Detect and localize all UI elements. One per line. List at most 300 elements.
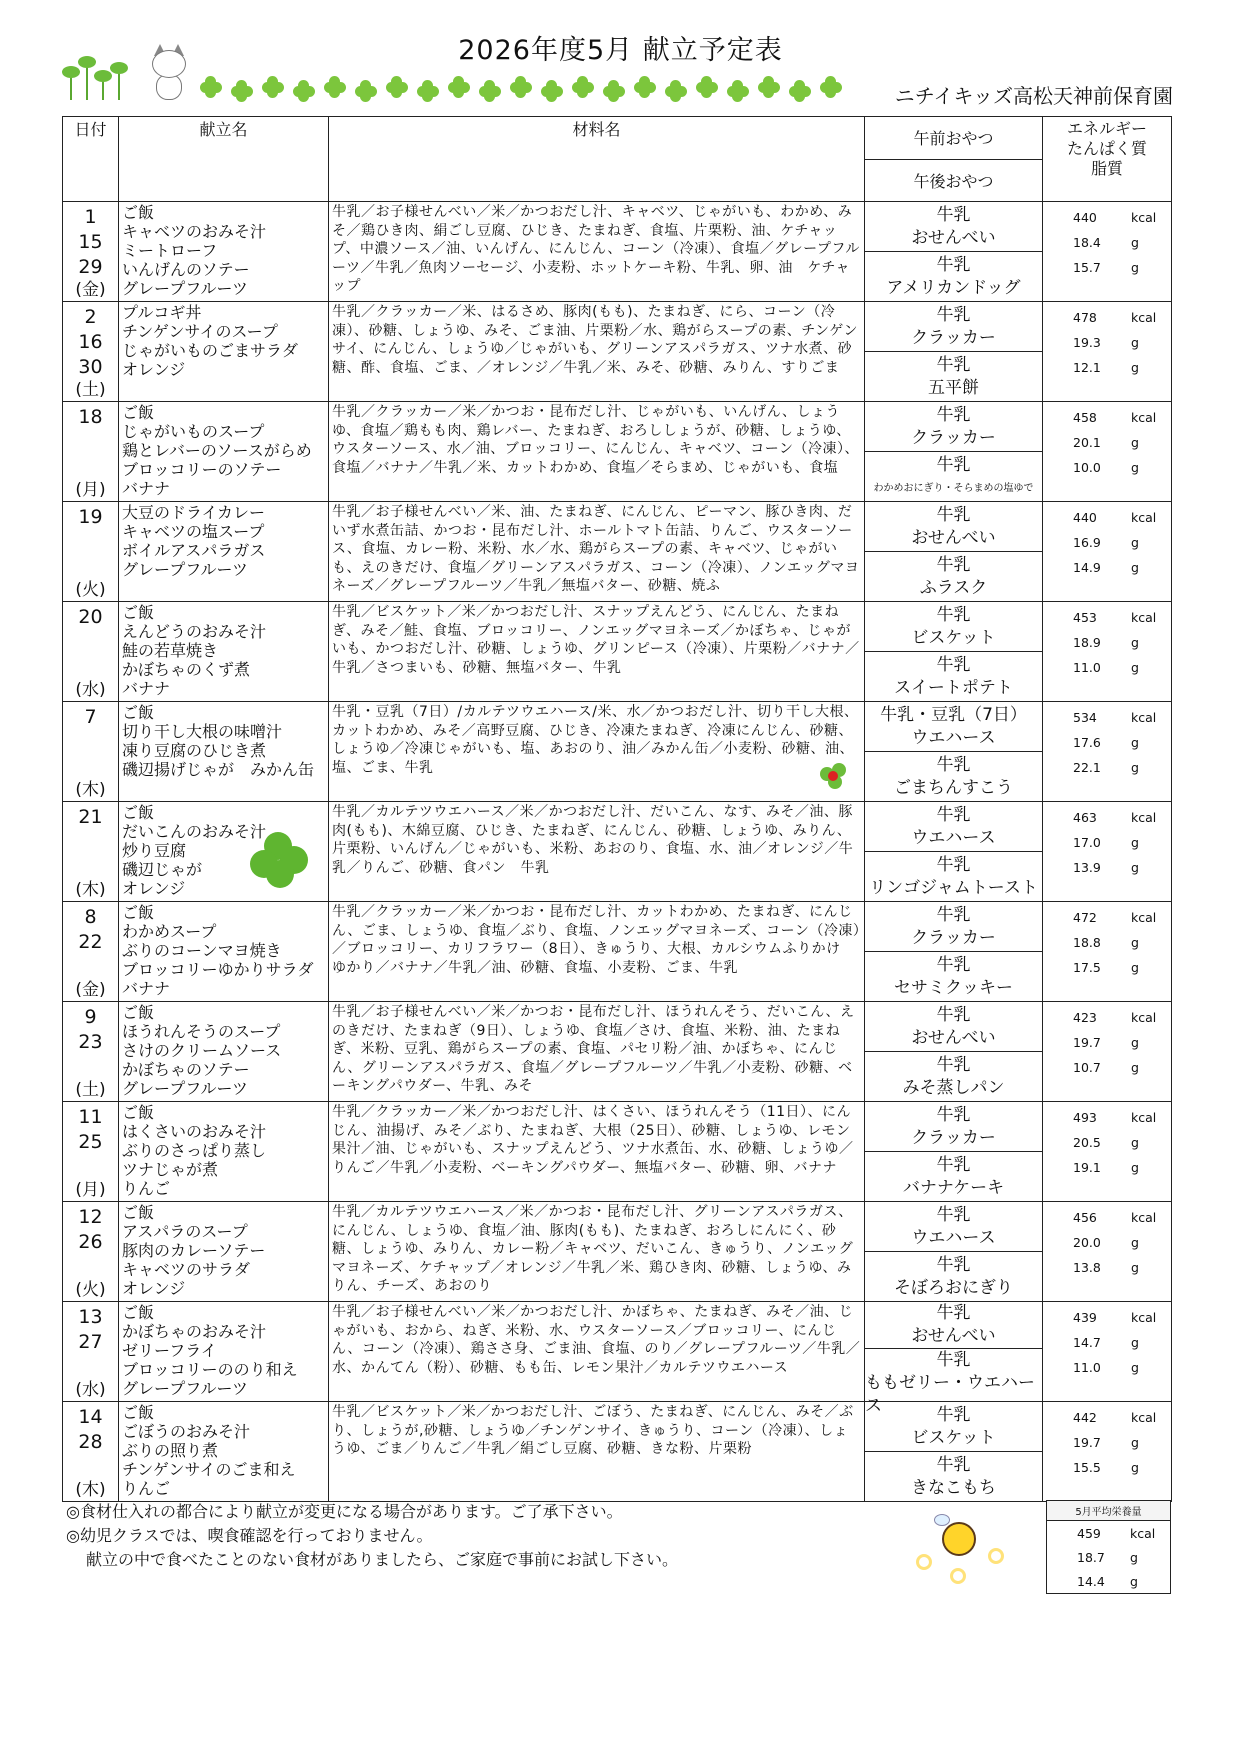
unit-g: g bbox=[1131, 1260, 1139, 1275]
note-2: ◎幼児クラスでは、喫食確認を行っておりません。 bbox=[66, 1526, 433, 1545]
unit-kcal: kcal bbox=[1131, 210, 1157, 225]
pm-snack-item: 五平餅 bbox=[928, 377, 979, 398]
clover-icon bbox=[789, 80, 811, 102]
dish-name: チンゲンサイのスープ bbox=[122, 322, 278, 341]
am-snack-drink: 牛乳・豆乳（7日） bbox=[880, 704, 1027, 725]
unit-g: g bbox=[1131, 360, 1139, 375]
nutrition-cell bbox=[1043, 502, 1172, 602]
ingredients-cell: 牛乳／クラッカー／米／かつおだし汁、はくさい、ほうれんそう（11日）、にんじん、油揚げ、みそ／ぶり、たまねぎ、大根（25日）、砂糖、しょうゆ、レモン果汁／油、じゃがいも、スナップえんどう、ツナ水煮缶、水、砂糖、しょうゆ／りんご／牛乳／小麦粉、ベーキングパウダー、無塩バター、砂糖、卵、バナナ bbox=[329, 1102, 865, 1202]
snack-cell bbox=[865, 802, 1043, 902]
table-row bbox=[63, 802, 1172, 902]
header-fat: 脂質 bbox=[1090, 159, 1123, 178]
ladybug-icon bbox=[820, 763, 848, 791]
date-number: 9 bbox=[84, 1006, 97, 1028]
clover-icon bbox=[727, 80, 749, 102]
date-cell bbox=[63, 602, 119, 702]
note-3: 献立の中で食べたことのない食材がありましたら、ご家庭で事前にお試し下さい。 bbox=[86, 1550, 679, 1569]
dish-name: キャベツのおみそ汁 bbox=[122, 222, 267, 241]
am-snack-item: クラッカー bbox=[911, 1127, 996, 1148]
menu-cell bbox=[119, 1302, 329, 1402]
dish-name: りんご bbox=[122, 1179, 171, 1198]
bee-icon bbox=[914, 1514, 1010, 1584]
fat-value: 11.0 bbox=[1073, 1360, 1101, 1375]
header-energy: エネルギー bbox=[1066, 119, 1147, 138]
date-number: 15 bbox=[78, 231, 103, 253]
am-snack bbox=[865, 502, 1042, 552]
dish-name: ご飯 bbox=[122, 1103, 155, 1122]
dish-name: ご飯 bbox=[122, 203, 155, 222]
unit-kcal: kcal bbox=[1131, 1110, 1157, 1125]
protein-value: 19.7 bbox=[1073, 1035, 1101, 1050]
date-cell bbox=[63, 202, 119, 302]
clover-icon bbox=[250, 832, 330, 894]
pm-snack-drink: 牛乳 bbox=[936, 254, 971, 275]
dish-name: 切り干し大根の味噌汁 bbox=[122, 722, 283, 741]
pm-snack-item: バナナケーキ bbox=[902, 1177, 1005, 1198]
unit-g: g bbox=[1131, 560, 1139, 575]
dish-name: グレープフルーツ bbox=[122, 1079, 248, 1098]
unit-kcal: kcal bbox=[1131, 810, 1157, 825]
unit-g: g bbox=[1131, 1435, 1139, 1450]
dish-name: 磯辺じゃが bbox=[122, 860, 203, 879]
am-snack-drink: 牛乳 bbox=[936, 1004, 971, 1025]
header-nutrition bbox=[1043, 117, 1172, 202]
date-cell bbox=[63, 702, 119, 802]
date-number: 20 bbox=[78, 606, 103, 628]
weekday: (月) bbox=[75, 1180, 106, 1200]
date-cell bbox=[63, 302, 119, 402]
energy-value: 442 bbox=[1073, 1410, 1097, 1425]
menu-cell bbox=[119, 1102, 329, 1202]
am-snack-drink: 牛乳 bbox=[936, 1204, 971, 1225]
header-date: 日付 bbox=[63, 117, 119, 202]
fat-value: 14.9 bbox=[1073, 560, 1101, 575]
energy-value: 493 bbox=[1073, 1110, 1097, 1125]
dish-name: グレープフルーツ bbox=[122, 560, 248, 579]
nutrition-cell bbox=[1043, 1402, 1172, 1502]
ingredients-cell: 牛乳／お子様せんべい／米、油、たまねぎ、にんじん、ピーマン、豚ひき肉、だいず水煮缶詰、かつお・昆布だし汁、ホールトマト缶詰、りんご、ウスターソース、食塩、カレー粉、米粉、水／水、鶏がらスープの素、キャベツ、じゃがいも、えのきだけ、食塩／グリーンアスパラガス、コーン（冷凍）、ノンエッグマヨネーズ／グレープフルーツ／牛乳／無塩バター、砂糖、焼ふ bbox=[329, 502, 865, 602]
ingredients-cell: 牛乳／お子様せんべい／米／かつおだし汁、かぼちゃ、たまねぎ、みそ／油、じゃがいも、おから、ねぎ、米粉、水、ウスターソース／ブロッコリー、にんじん、コーン（冷凍）、鶏ささ身、ごま油、食塩、のり／グレープフルーツ／牛乳／水、かんてん（粉）、砂糖、もも缶、レモン果汁／カルテツウエハース bbox=[329, 1302, 865, 1402]
nutrition-cell bbox=[1043, 1302, 1172, 1402]
am-snack-drink: 牛乳 bbox=[936, 1303, 971, 1323]
dish-name: バナナ bbox=[122, 979, 171, 998]
unit-g: g bbox=[1131, 960, 1139, 975]
protein-value: 18.4 bbox=[1073, 235, 1101, 250]
snack-cell bbox=[865, 1302, 1043, 1416]
dish-name: プルコギ丼 bbox=[122, 303, 202, 322]
menu-cell bbox=[119, 902, 329, 1002]
fat-value: 10.0 bbox=[1073, 460, 1101, 475]
page-title: 2026年度5月 献立予定表 bbox=[458, 35, 783, 66]
dish-name: ゼリーフライ bbox=[122, 1341, 217, 1360]
date-number: 29 bbox=[78, 256, 103, 278]
unit-kcal: kcal bbox=[1130, 1525, 1156, 1541]
weekday: (土) bbox=[75, 1080, 106, 1100]
protein-value: 19.7 bbox=[1073, 1435, 1101, 1450]
unit-g: g bbox=[1131, 735, 1139, 750]
clover-icon bbox=[293, 80, 315, 102]
dish-name: オレンジ bbox=[122, 1279, 186, 1298]
date-cell bbox=[63, 1002, 119, 1102]
dish-name: ご飯 bbox=[122, 603, 155, 622]
pm-snack-item: リンゴジャムトースト bbox=[869, 877, 1038, 898]
date-number: 18 bbox=[78, 406, 103, 428]
ingredients-cell: 牛乳／ビスケット／米／かつおだし汁、ごぼう、たまねぎ、にんじん、みそ／ぶり、しょうが,砂糖、しょうゆ／チンゲンサイ、きゅうり、コーン（冷凍）、しょうゆ、ごま／りんご／牛乳／絹ごし豆腐、砂糖、きな粉、片栗粉 bbox=[329, 1402, 865, 1502]
unit-g: g bbox=[1131, 1035, 1139, 1050]
pm-snack bbox=[865, 552, 1042, 601]
energy-value: 463 bbox=[1073, 810, 1097, 825]
unit-g: g bbox=[1131, 660, 1139, 675]
pm-snack-item: アメリカンドッグ bbox=[886, 277, 1021, 298]
date-number: 11 bbox=[78, 1106, 103, 1128]
average-protein: 18.7 bbox=[1077, 1549, 1105, 1565]
date-cell bbox=[63, 1202, 119, 1302]
snack-cell bbox=[865, 1002, 1043, 1102]
pm-snack-item: そぼろおにぎり bbox=[894, 1277, 1013, 1298]
snack-cell bbox=[865, 902, 1043, 1002]
unit-kcal: kcal bbox=[1131, 910, 1157, 925]
am-snack bbox=[865, 1302, 1042, 1349]
pm-snack-drink: 牛乳 bbox=[936, 454, 971, 475]
pm-snack bbox=[865, 1452, 1042, 1501]
ingredients-cell: 牛乳／ビスケット／米／かつおだし汁、スナップえんどう、にんじん、たまねぎ、みそ／鮭、食塩、ブロッコリー、ノンエッグマヨネーズ／かぼちゃ、じゃがいも、かつおだし汁、砂糖、しょうゆ、グリンピース（冷凍）、片栗粉／バナナ／牛乳／さつまいも、砂糖、無塩バター、牛乳 bbox=[329, 602, 865, 702]
clover-icon bbox=[448, 76, 470, 98]
am-snack bbox=[865, 202, 1042, 252]
menu-table bbox=[62, 116, 1172, 1502]
dish-name: ご飯 bbox=[122, 1003, 155, 1022]
unit-kcal: kcal bbox=[1131, 510, 1157, 525]
clover-icon bbox=[510, 76, 532, 98]
pm-snack-item: ももゼリー・ウエハース bbox=[865, 1373, 1035, 1416]
clover-icon bbox=[572, 76, 594, 98]
weekday: (木) bbox=[75, 1480, 106, 1500]
protein-value: 14.7 bbox=[1073, 1335, 1101, 1350]
clover-icon bbox=[355, 80, 377, 102]
dish-name: 大豆のドライカレー bbox=[122, 503, 266, 522]
weekday: (金) bbox=[75, 280, 106, 300]
fat-value: 15.7 bbox=[1073, 260, 1101, 275]
menu-cell bbox=[119, 502, 329, 602]
dish-name: ご飯 bbox=[122, 1203, 155, 1222]
date-number: 26 bbox=[78, 1231, 103, 1253]
date-cell bbox=[63, 1102, 119, 1202]
menu-cell bbox=[119, 702, 329, 802]
clover-icon bbox=[324, 76, 346, 98]
clover-icon bbox=[231, 80, 253, 102]
unit-kcal: kcal bbox=[1131, 410, 1157, 425]
am-snack-drink: 牛乳 bbox=[936, 904, 971, 925]
dish-name: かぼちゃのソテー bbox=[122, 1060, 250, 1079]
am-snack-drink: 牛乳 bbox=[936, 204, 971, 225]
am-snack-item: おせんべい bbox=[911, 1027, 996, 1048]
ingredients-cell: 牛乳／お子様せんべい／米／かつお・昆布だし汁、ほうれんそう、だいこん、えのきだけ、たまねぎ（9日）、しょうゆ、食塩／さけ、食塩、米粉、油、たまねぎ、米粉、豆乳、鶏がらスープの素、食塩、パセリ粉／油、かぼちゃ、にんじん、グリーンアスパラガス、食塩／グレープフルーツ／牛乳／小麦粉、砂糖、ベーキングパウダー、牛乳、みそ bbox=[329, 1002, 865, 1102]
dish-name: ご飯 bbox=[122, 1303, 155, 1322]
pm-snack-drink: 牛乳 bbox=[936, 1054, 971, 1075]
dish-name: 鮭の若草焼き bbox=[122, 641, 219, 660]
protein-value: 20.1 bbox=[1073, 435, 1101, 450]
header-snacks bbox=[865, 117, 1043, 202]
fat-value: 19.1 bbox=[1073, 1160, 1101, 1175]
date-number: 13 bbox=[78, 1306, 103, 1328]
nutrition-cell bbox=[1043, 902, 1172, 1002]
protein-value: 20.0 bbox=[1073, 1235, 1101, 1250]
header-am-snack: 午前おやつ bbox=[865, 117, 1042, 160]
weekday: (水) bbox=[75, 680, 106, 700]
protein-value: 18.8 bbox=[1073, 935, 1101, 950]
note-1: ◎食材仕入れの都合により献立が変更になる場合があります。ご了承下さい。 bbox=[66, 1502, 623, 1521]
am-snack-drink: 牛乳 bbox=[936, 504, 971, 525]
dish-name: グレープフルーツ bbox=[122, 1379, 248, 1398]
date-number: 21 bbox=[78, 806, 103, 828]
table-row bbox=[63, 1002, 1172, 1102]
protein-value: 17.0 bbox=[1073, 835, 1101, 850]
am-snack-item: クラッカー bbox=[911, 427, 996, 448]
menu-cell bbox=[119, 402, 329, 502]
clover-icon bbox=[665, 80, 687, 102]
dish-name: アスパラのスープ bbox=[122, 1222, 248, 1241]
date-number: 12 bbox=[78, 1206, 103, 1228]
average-fat: 14.4 bbox=[1077, 1573, 1105, 1589]
weekday: (月) bbox=[75, 480, 106, 500]
pm-snack bbox=[865, 1052, 1042, 1101]
average-kcal: 459 bbox=[1077, 1525, 1101, 1541]
pm-snack-drink: 牛乳 bbox=[936, 754, 971, 775]
am-snack bbox=[865, 302, 1042, 352]
am-snack bbox=[865, 702, 1042, 752]
dish-name: オレンジ bbox=[122, 360, 186, 379]
pm-snack bbox=[865, 852, 1042, 901]
protein-value: 16.9 bbox=[1073, 535, 1101, 550]
table-row bbox=[63, 1102, 1172, 1202]
pm-snack bbox=[865, 652, 1042, 701]
fat-value: 15.5 bbox=[1073, 1460, 1101, 1475]
dish-name: いんげんのソテー bbox=[122, 260, 250, 279]
ingredients-cell: 牛乳／カルテツウエハース／米／かつお・昆布だし汁、グリーンアスパラガス、にんじん、しょうゆ、食塩／油、豚肉(もも)、たまねぎ、おろしにんにく、砂糖、しょうゆ、みりん、カレー粉／キャベツ、だいこん、きゅうり、ノンエッグマヨネーズ、ケチャップ／オレンジ／牛乳／米、鶏ひき肉、砂糖、しょうゆ、みりん、チーズ、あおのり bbox=[329, 1202, 865, 1302]
date-number: 25 bbox=[78, 1131, 103, 1153]
dish-name: チンゲンサイのごま和え bbox=[122, 1460, 296, 1479]
date-number: 8 bbox=[84, 906, 97, 928]
am-snack-item: おせんべい bbox=[911, 1326, 996, 1346]
nutrition-cell bbox=[1043, 802, 1172, 902]
ingredients-cell: 牛乳／クラッカー／米／かつお・昆布だし汁、カットわかめ、たまねぎ、にんじん、ごま、しょうゆ、食塩／ぶり、食塩、ノンエッグマヨネーズ、コーン（冷凍）／ブロッコリー、カリフラワー（8日）、きゅうり、大根、カルシウムふりかけ ゆかり／バナナ／牛乳／油、砂糖、食塩、小麦粉、ごま、牛乳 bbox=[329, 902, 865, 1002]
clover-icon bbox=[758, 76, 780, 98]
unit-g: g bbox=[1131, 1060, 1139, 1075]
pm-snack-item: みそ蒸しパン bbox=[902, 1077, 1005, 1098]
nutrition-cell bbox=[1043, 702, 1172, 802]
pm-snack-drink: 牛乳 bbox=[936, 1454, 971, 1475]
dish-name: じゃがいものごまサラダ bbox=[122, 341, 298, 360]
am-snack bbox=[865, 402, 1042, 452]
snack-cell bbox=[865, 1402, 1043, 1502]
dish-name: ご飯 bbox=[122, 403, 155, 422]
energy-value: 478 bbox=[1073, 310, 1097, 325]
pm-snack bbox=[865, 952, 1042, 1001]
date-number: 22 bbox=[78, 931, 103, 953]
snack-cell bbox=[865, 702, 1043, 802]
unit-g: g bbox=[1131, 1135, 1139, 1150]
protein-value: 19.3 bbox=[1073, 335, 1101, 350]
header-ingredients: 材料名 bbox=[329, 117, 865, 202]
energy-value: 439 bbox=[1073, 1310, 1097, 1325]
pm-snack bbox=[865, 452, 1042, 501]
menu-cell bbox=[119, 1202, 329, 1302]
dish-name: ぶりの照り煮 bbox=[122, 1441, 219, 1460]
average-label: 5月平均栄養量 bbox=[1047, 1501, 1170, 1521]
unit-g: g bbox=[1131, 460, 1139, 475]
unit-g: g bbox=[1130, 1549, 1138, 1565]
unit-kcal: kcal bbox=[1131, 1210, 1157, 1225]
am-snack-item: ウエハース bbox=[911, 727, 996, 748]
dish-name: 鶏とレバーのソースがらめ bbox=[122, 441, 312, 460]
dish-name: キャベツの塩スープ bbox=[122, 522, 265, 541]
date-number: 23 bbox=[78, 1031, 103, 1053]
pm-snack bbox=[865, 752, 1042, 801]
am-snack bbox=[865, 1102, 1042, 1152]
date-number: 28 bbox=[78, 1431, 103, 1453]
unit-g: g bbox=[1131, 335, 1139, 350]
energy-value: 423 bbox=[1073, 1010, 1097, 1025]
dish-name: ブロッコリーののり和え bbox=[122, 1360, 298, 1379]
clover-icon bbox=[417, 80, 439, 102]
pm-snack-drink: 牛乳 bbox=[936, 854, 971, 875]
weekday: (金) bbox=[75, 980, 106, 1000]
fat-value: 11.0 bbox=[1073, 660, 1101, 675]
dish-name: バナナ bbox=[122, 479, 171, 498]
energy-value: 534 bbox=[1073, 710, 1097, 725]
unit-g: g bbox=[1130, 1573, 1138, 1589]
am-snack-drink: 牛乳 bbox=[936, 804, 971, 825]
snack-cell bbox=[865, 302, 1043, 402]
weekday: (火) bbox=[75, 580, 106, 600]
pm-snack bbox=[865, 1252, 1042, 1301]
clover-icon bbox=[603, 80, 625, 102]
fat-value: 22.1 bbox=[1073, 760, 1101, 775]
date-cell bbox=[63, 802, 119, 902]
date-number: 7 bbox=[84, 706, 97, 728]
unit-kcal: kcal bbox=[1131, 310, 1157, 325]
energy-value: 456 bbox=[1073, 1210, 1097, 1225]
pm-snack bbox=[865, 352, 1042, 401]
table-row bbox=[63, 1202, 1172, 1302]
dish-name: ほうれんそうのスープ bbox=[122, 1022, 281, 1041]
energy-value: 458 bbox=[1073, 410, 1097, 425]
am-snack bbox=[865, 602, 1042, 652]
am-snack bbox=[865, 1202, 1042, 1252]
pm-snack-drink: 牛乳 bbox=[936, 1350, 971, 1370]
dish-name: グレープフルーツ bbox=[122, 279, 248, 298]
am-snack-item: ウエハース bbox=[911, 827, 996, 848]
pm-snack-item: きなこもち bbox=[911, 1477, 996, 1498]
am-snack-item: クラッカー bbox=[911, 327, 996, 348]
header-pm-snack: 午後おやつ bbox=[913, 171, 994, 191]
header-menu: 献立名 bbox=[119, 117, 329, 202]
am-snack-item: ウエハース bbox=[911, 1227, 996, 1248]
snack-cell bbox=[865, 602, 1043, 702]
date-number: 14 bbox=[78, 1406, 103, 1428]
dish-name: ツナじゃが煮 bbox=[122, 1160, 219, 1179]
nutrition-cell bbox=[1043, 202, 1172, 302]
energy-value: 440 bbox=[1073, 510, 1097, 525]
unit-kcal: kcal bbox=[1131, 1310, 1157, 1325]
snack-cell bbox=[865, 502, 1043, 602]
weekday: (火) bbox=[75, 1280, 106, 1300]
nursery-name: ニチイキッズ高松天神前保育園 bbox=[894, 84, 1173, 108]
menu-cell bbox=[119, 602, 329, 702]
weekday: (水) bbox=[75, 1380, 106, 1400]
pm-snack bbox=[865, 252, 1042, 301]
dish-name: ご飯 bbox=[122, 1403, 155, 1422]
unit-g: g bbox=[1131, 235, 1139, 250]
dish-name: 豚肉のカレーソテー bbox=[122, 1241, 266, 1260]
am-snack-drink: 牛乳 bbox=[936, 1404, 971, 1425]
pm-snack-drink: 牛乳 bbox=[936, 1254, 971, 1275]
unit-g: g bbox=[1131, 760, 1139, 775]
table-row bbox=[63, 902, 1172, 1002]
unit-g: g bbox=[1131, 935, 1139, 950]
fat-value: 17.5 bbox=[1073, 960, 1101, 975]
dish-name: ブロッコリーのソテー bbox=[122, 460, 282, 479]
unit-g: g bbox=[1131, 1335, 1139, 1350]
table-row bbox=[63, 602, 1172, 702]
clover-icon bbox=[200, 76, 222, 98]
dish-name: オレンジ bbox=[122, 879, 186, 898]
unit-g: g bbox=[1131, 260, 1139, 275]
protein-value: 20.5 bbox=[1073, 1135, 1101, 1150]
dish-name: バナナ bbox=[122, 679, 171, 698]
table-row bbox=[63, 302, 1172, 402]
am-snack-drink: 牛乳 bbox=[936, 304, 971, 325]
unit-g: g bbox=[1131, 1160, 1139, 1175]
nutrition-cell bbox=[1043, 1202, 1172, 1302]
dish-name: ぶりのコーンマヨ焼き bbox=[122, 941, 282, 960]
pm-snack-item: わかめおにぎり・そらまめの塩ゆで bbox=[873, 482, 1034, 494]
dish-name: 炒り豆腐 bbox=[122, 841, 187, 860]
protein-value: 18.9 bbox=[1073, 635, 1101, 650]
unit-g: g bbox=[1131, 835, 1139, 850]
pm-snack-item: ふラスク bbox=[919, 577, 988, 598]
table-row bbox=[63, 402, 1172, 502]
am-snack-drink: 牛乳 bbox=[936, 604, 971, 625]
fat-value: 13.9 bbox=[1073, 860, 1101, 875]
date-cell bbox=[63, 1402, 119, 1502]
table-row bbox=[63, 502, 1172, 602]
pm-snack-item: スイートポテト bbox=[894, 677, 1013, 698]
dish-name: 凍り豆腐のひじき煮 bbox=[122, 741, 267, 760]
fat-value: 10.7 bbox=[1073, 1060, 1101, 1075]
date-number: 16 bbox=[78, 331, 103, 353]
clover-icon bbox=[262, 76, 284, 98]
date-number: 30 bbox=[78, 356, 103, 378]
dish-name: えんどうのおみそ汁 bbox=[122, 622, 267, 641]
pm-snack-drink: 牛乳 bbox=[936, 554, 971, 575]
pm-snack-drink: 牛乳 bbox=[936, 954, 971, 975]
dish-name: ご飯 bbox=[122, 903, 155, 922]
table-row bbox=[63, 202, 1172, 302]
ingredients-cell: 牛乳／カルテツウエハース／米／かつおだし汁、だいこん、なす、みそ／油、豚肉(もも)、木綿豆腐、ひじき、たまねぎ、にんじん、砂糖、しょうゆ、みりん、片栗粉、いんげん／じゃがいも、米粉、あおのり、食塩、水、油／オレンジ／牛乳／りんご、砂糖、食パン 牛乳 bbox=[329, 802, 865, 902]
weekday: (木) bbox=[75, 780, 106, 800]
monthly-average bbox=[1046, 1500, 1171, 1594]
clover-icon bbox=[479, 80, 501, 102]
menu-cell bbox=[119, 1402, 329, 1502]
clover-icon bbox=[696, 76, 718, 98]
am-snack-item: ビスケット bbox=[911, 1427, 996, 1448]
menu-cell bbox=[119, 302, 329, 402]
table-header bbox=[63, 117, 1172, 202]
notes bbox=[66, 1500, 678, 1572]
am-snack-item: おせんべい bbox=[911, 527, 996, 548]
weekday: (土) bbox=[75, 380, 106, 400]
cat-icon bbox=[148, 44, 190, 102]
